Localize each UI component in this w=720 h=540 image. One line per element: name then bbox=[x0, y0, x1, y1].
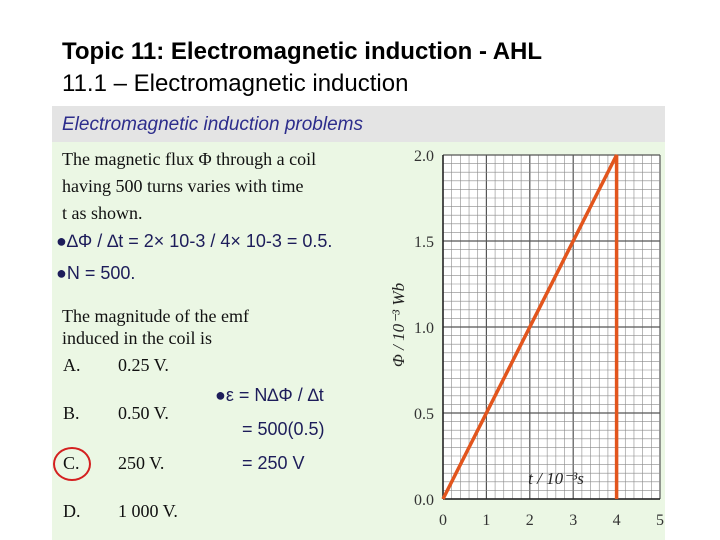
question-line: t as shown. bbox=[62, 203, 143, 223]
y-tick-label: 2.0 bbox=[414, 148, 434, 165]
x-tick-label: 2 bbox=[525, 512, 534, 529]
option-value: 1 000 V. bbox=[118, 501, 178, 521]
slope-working: ●∆Φ / ∆t = 2× 10-3 / 4× 10-3 = 0.5. bbox=[56, 231, 333, 251]
page-title: Topic 11: Electromagnetic induction - AHL bbox=[62, 38, 543, 65]
y-tick-label: 1.5 bbox=[414, 234, 434, 251]
y-axis-label: Φ / 10⁻³ Wb bbox=[389, 282, 408, 368]
section-banner-label: Electromagnetic induction problems bbox=[62, 114, 363, 135]
question-line: having 500 turns varies with time bbox=[62, 176, 304, 196]
y-tick-label: 0.0 bbox=[414, 492, 434, 509]
emf-working: = 250 V bbox=[242, 453, 305, 473]
option-letter: D. bbox=[63, 501, 81, 521]
x-tick-label: 4 bbox=[612, 512, 621, 529]
option-letter: B. bbox=[63, 403, 80, 423]
x-tick-label: 0 bbox=[439, 512, 447, 529]
emf-working: = 500(0.5) bbox=[242, 419, 325, 439]
question-line: The magnetic flux Φ through a coil bbox=[62, 149, 317, 169]
y-tick-label: 1.0 bbox=[414, 320, 434, 337]
question-stem-line: induced in the coil is bbox=[62, 328, 212, 348]
x-tick-label: 1 bbox=[482, 512, 491, 529]
question-stem-line: The magnitude of the emf bbox=[62, 306, 249, 326]
turns-working: ●N = 500. bbox=[56, 263, 136, 283]
y-tick-label: 0.5 bbox=[414, 406, 434, 423]
option-value: 250 V. bbox=[118, 453, 165, 473]
option-value: 0.25 V. bbox=[118, 355, 169, 375]
option-letter: A. bbox=[63, 355, 81, 375]
x-tick-label: 3 bbox=[569, 512, 578, 529]
emf-working: ●ε = N∆Φ / ∆t bbox=[215, 385, 324, 405]
option-letter: C. bbox=[63, 453, 80, 473]
x-axis-label: t / 10⁻³s bbox=[528, 469, 584, 488]
x-tick-label: 5 bbox=[656, 512, 664, 529]
page-subtitle: 11.1 – Electromagnetic induction bbox=[62, 70, 409, 97]
option-value: 0.50 V. bbox=[118, 403, 169, 423]
